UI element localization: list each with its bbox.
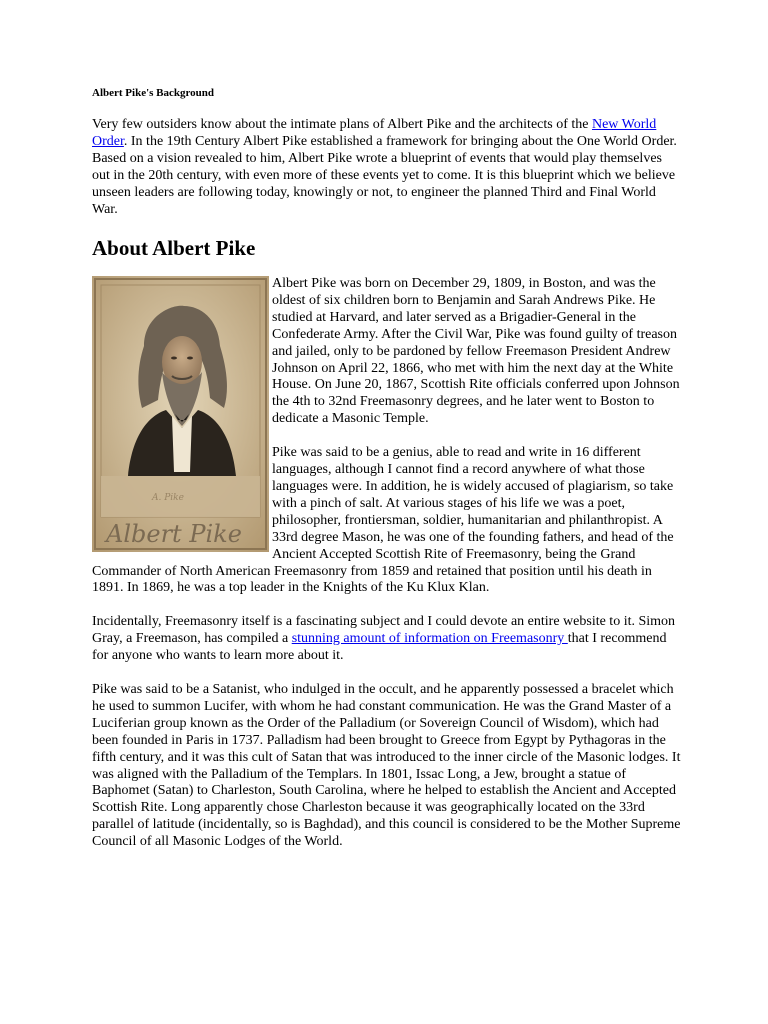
body-text	[92, 276, 682, 851]
intro-text-after: . In the 19th Century Albert Pike established a framework for bringing about the One World Order. Based on a vision revealed to him, Albert Pike wrote a blueprint of events that would play themselves out in the 20th century, with even more of these events yet to come. It is this blueprint which we believe unseen leaders are following today, knowingly or not, to engineer the planned Third and Final World War.	[92, 133, 677, 217]
freemasonry-paragraph	[92, 614, 682, 665]
intro-text-before: Very few outsiders know about the intimate plans of Albert Pike and the architects of the	[92, 117, 592, 132]
freemasonry-text-after: that I recommend for anyone who wants to learn more about it.	[92, 631, 667, 664]
biography-paragraph-1: Albert Pike was born on December 29, 1809, in Boston, and was the oldest of six children born to Benjamin and Sarah Andrews Pike. He studied at Harvard, and later served as a Brigadier-General in the Confederate Army. After the Civil War, Pike was found guilty of treason and jailed, only to be pardoned by fellow Freemason President Andrew Johnson on April 22, 1866, who met with him the next day at the White House. On June 20, 1867, Scottish Rite officials conferred upon Johnson the 4th to 32nd Freemasonry degrees, and he later went to Boston to dedicate a Masonic Temple.	[272, 276, 680, 427]
svg-text:A. Pike: A. Pike	[152, 493, 184, 503]
freemasonry-information-link[interactable]: stunning amount of information on Freemasonry	[291, 631, 568, 647]
portrait-signature: Albert Pike	[106, 520, 242, 548]
biography-paragraph-2: Pike was said to be a genius, able to read and write in 16 different languages, although I cannot find a record anywhere of what those languages were. In addition, he is widely accused of plagiarism, so take with a pinch of salt. At various stages of his life we was a poet, philosopher, frontiersman, soldier, humanitarian and philanthropist. A 33rd degree Mason, he was one of the founding fathers, and head of the Ancient Accepted Scottish Rite of Freemasonry, being the Grand Commander of North American Freemasonry from 1859 and retained that position until his death in 1891. In 1869, he was a top leader in the Knights of the Ku Klux Klan.	[92, 445, 674, 596]
freemasonry-text-before: Incidentally, Freemasonry itself is a fascinating subject and I could devote an entire website to it. Simon Gray, a Freemason, has compiled a	[92, 614, 676, 647]
new-world-order-link[interactable]: New World Order	[92, 117, 657, 149]
intro-paragraph	[92, 117, 682, 218]
satanist-paragraph: Pike was said to be a Satanist, who indulged in the occult, and he apparently possessed a bracelet which he used to summon Lucifer, with whom he had constant communication. He was the Grand Master of a Luciferian group known as the Order of the Palladium (or Sovereign Council of Wisdom), which had been founded in Paris in 1737. Palladism had been brought to Greece from Egypt by Pythagoras in the fifth century, and it was this cult of Satan that was introduced to the inner circle of the Masonic lodges. It was aligned with the Palladium of the Templars. In 1801, Issac Long, a Jew, brought a statue of Baphomet (Satan) to Charleston, South Carolina, where he helped to establish the Ancient and Accepted Scottish Rite. Long apparently chose Charleston because it was geographically located on the 33rd parallel of latitude (incidentally, so is Baghdad), and this council is considered to be the Mother Supreme Council of all Masonic Lodges of the World.	[92, 682, 681, 850]
section-heading-background: Albert Pike's Background	[92, 87, 215, 99]
portrait-float-spacer	[92, 276, 272, 551]
about-heading: About Albert Pike	[92, 236, 256, 260]
